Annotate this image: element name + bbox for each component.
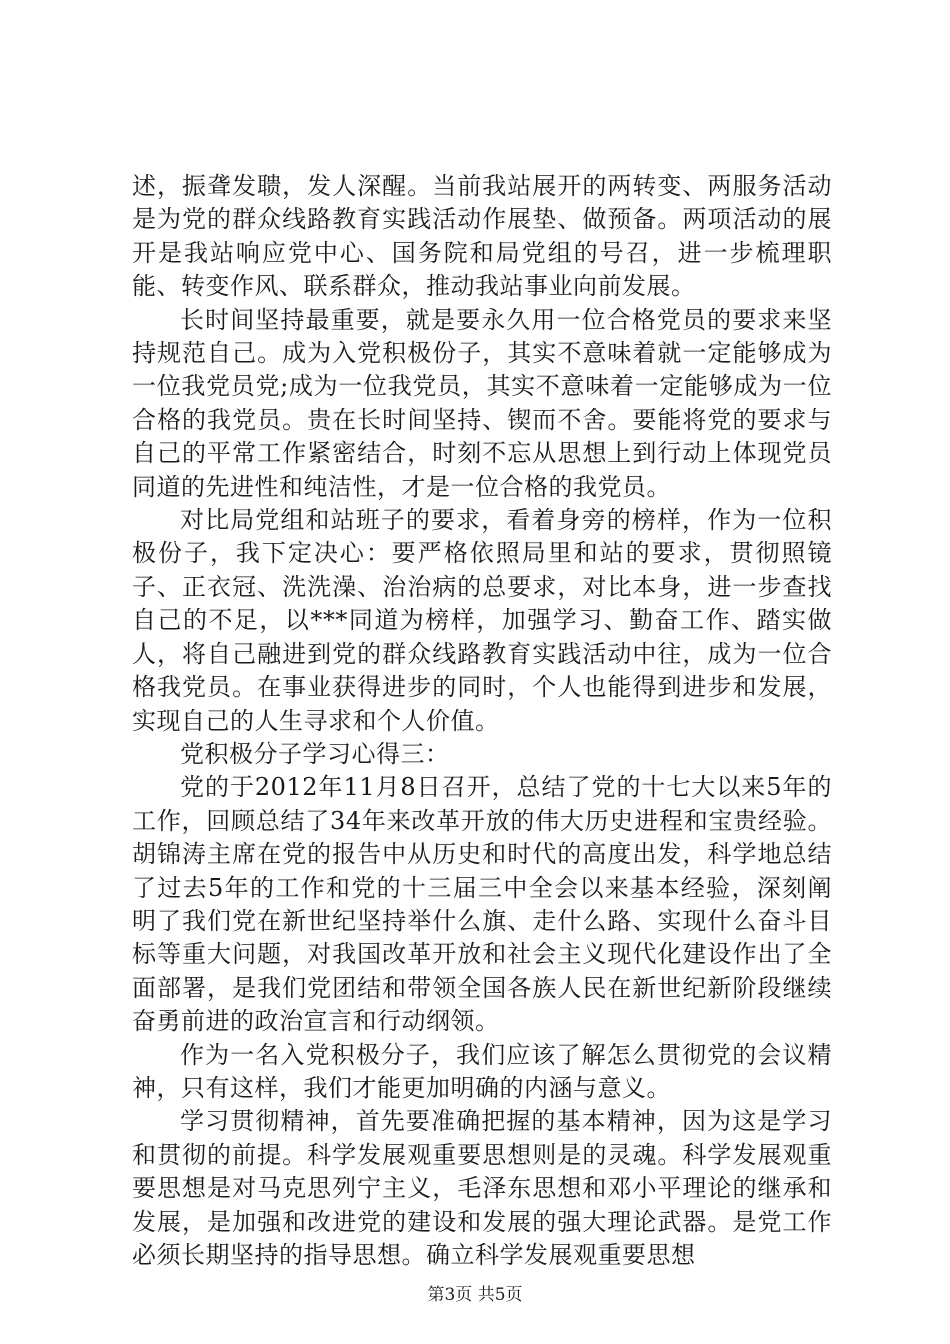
section-heading: 党积极分子学习心得三： [180, 739, 450, 768]
paragraph-3: 对比局党组和站班子的要求，看着身旁的榜样，作为一位积极份子，我下定决心：要严格依照局里和站的要求，贯彻照镜子、正衣冠、洗洗澡、治治病的总要求，对比本身，进一步查找自己的不足，以***同道为榜样，加强学习、勤奋工作、踏实做人，将自己融进到党的群众线路教育实践活动中往，成为一位合格我党员。在事业获得进步的同时，个人也能得到进步和发展，实现自己的人生寻求和个人价值。 [132, 506, 832, 735]
paragraph-6: 学习贯彻精神，首先要准确把握的基本精神，因为这是学习和贯彻的前提。科学发展观重要思想则是的灵魂。科学发展观重要思想是对马克思列宁主义，毛泽东思想和邓小平理论的继承和发展，是加强和改进党的建设和发展的强大理论武器。是党工作必须长期坚持的指导思想。确立科学发展观重要思想 [132, 1107, 832, 1269]
paragraph-1: 述，振聋发聩，发人深醒。当前我站展开的两转变、两服务活动是为党的群众线路教育实践活动作展垫、做预备。两项活动的展开是我站响应党中心、国务院和局党组的号召，进一步梳理职能、转变作风、联系群众，推动我站事业向前发展。 [132, 172, 832, 301]
paragraph-5: 作为一名入党积极分子，我们应该了解怎么贯彻党的会议精神，只有这样，我们才能更加明确的内涵与意义。 [132, 1040, 832, 1102]
page-footer: 第3页 共5页 [427, 1285, 523, 1305]
paragraph-4: 党的于2012年11月8日召开，总结了党的十七大以来5年的工作，回顾总结了34年来改革开放的伟大历史进程和宝贵经验。胡锦涛主席在党的报告中从历史和时代的高度出发，科学地总结了过去5年的工作和党的十三届三中全会以来基本经验，深刻阐明了我们党在新世纪坚持举什么旗、走什么路、实现什么奋斗目标等重大问题，对我国改革开放和社会主义现代化建设作出了全面部署，是我们党团结和带领全国各族人民在新世纪新阶段继续奋勇前进的政治宣言和行动纲领。 [132, 773, 832, 1036]
document-body [132, 170, 832, 1272]
paragraph-2: 长时间坚持最重要，就是要永久用一位合格党员的要求来坚持规范自己。成为入党积极份子，其实不意味着就一定能够成为一位我党员党;成为一位我党员，其实不意味着一定能够成为一位合格的我党员。贵在长时间坚持、锲而不舍。要能将党的要求与自己的平常工作紧密结合，时刻不忘从思想上到行动上体现党员同道的先进性和纯洁性，才是一位合格的我党员。 [132, 305, 832, 501]
